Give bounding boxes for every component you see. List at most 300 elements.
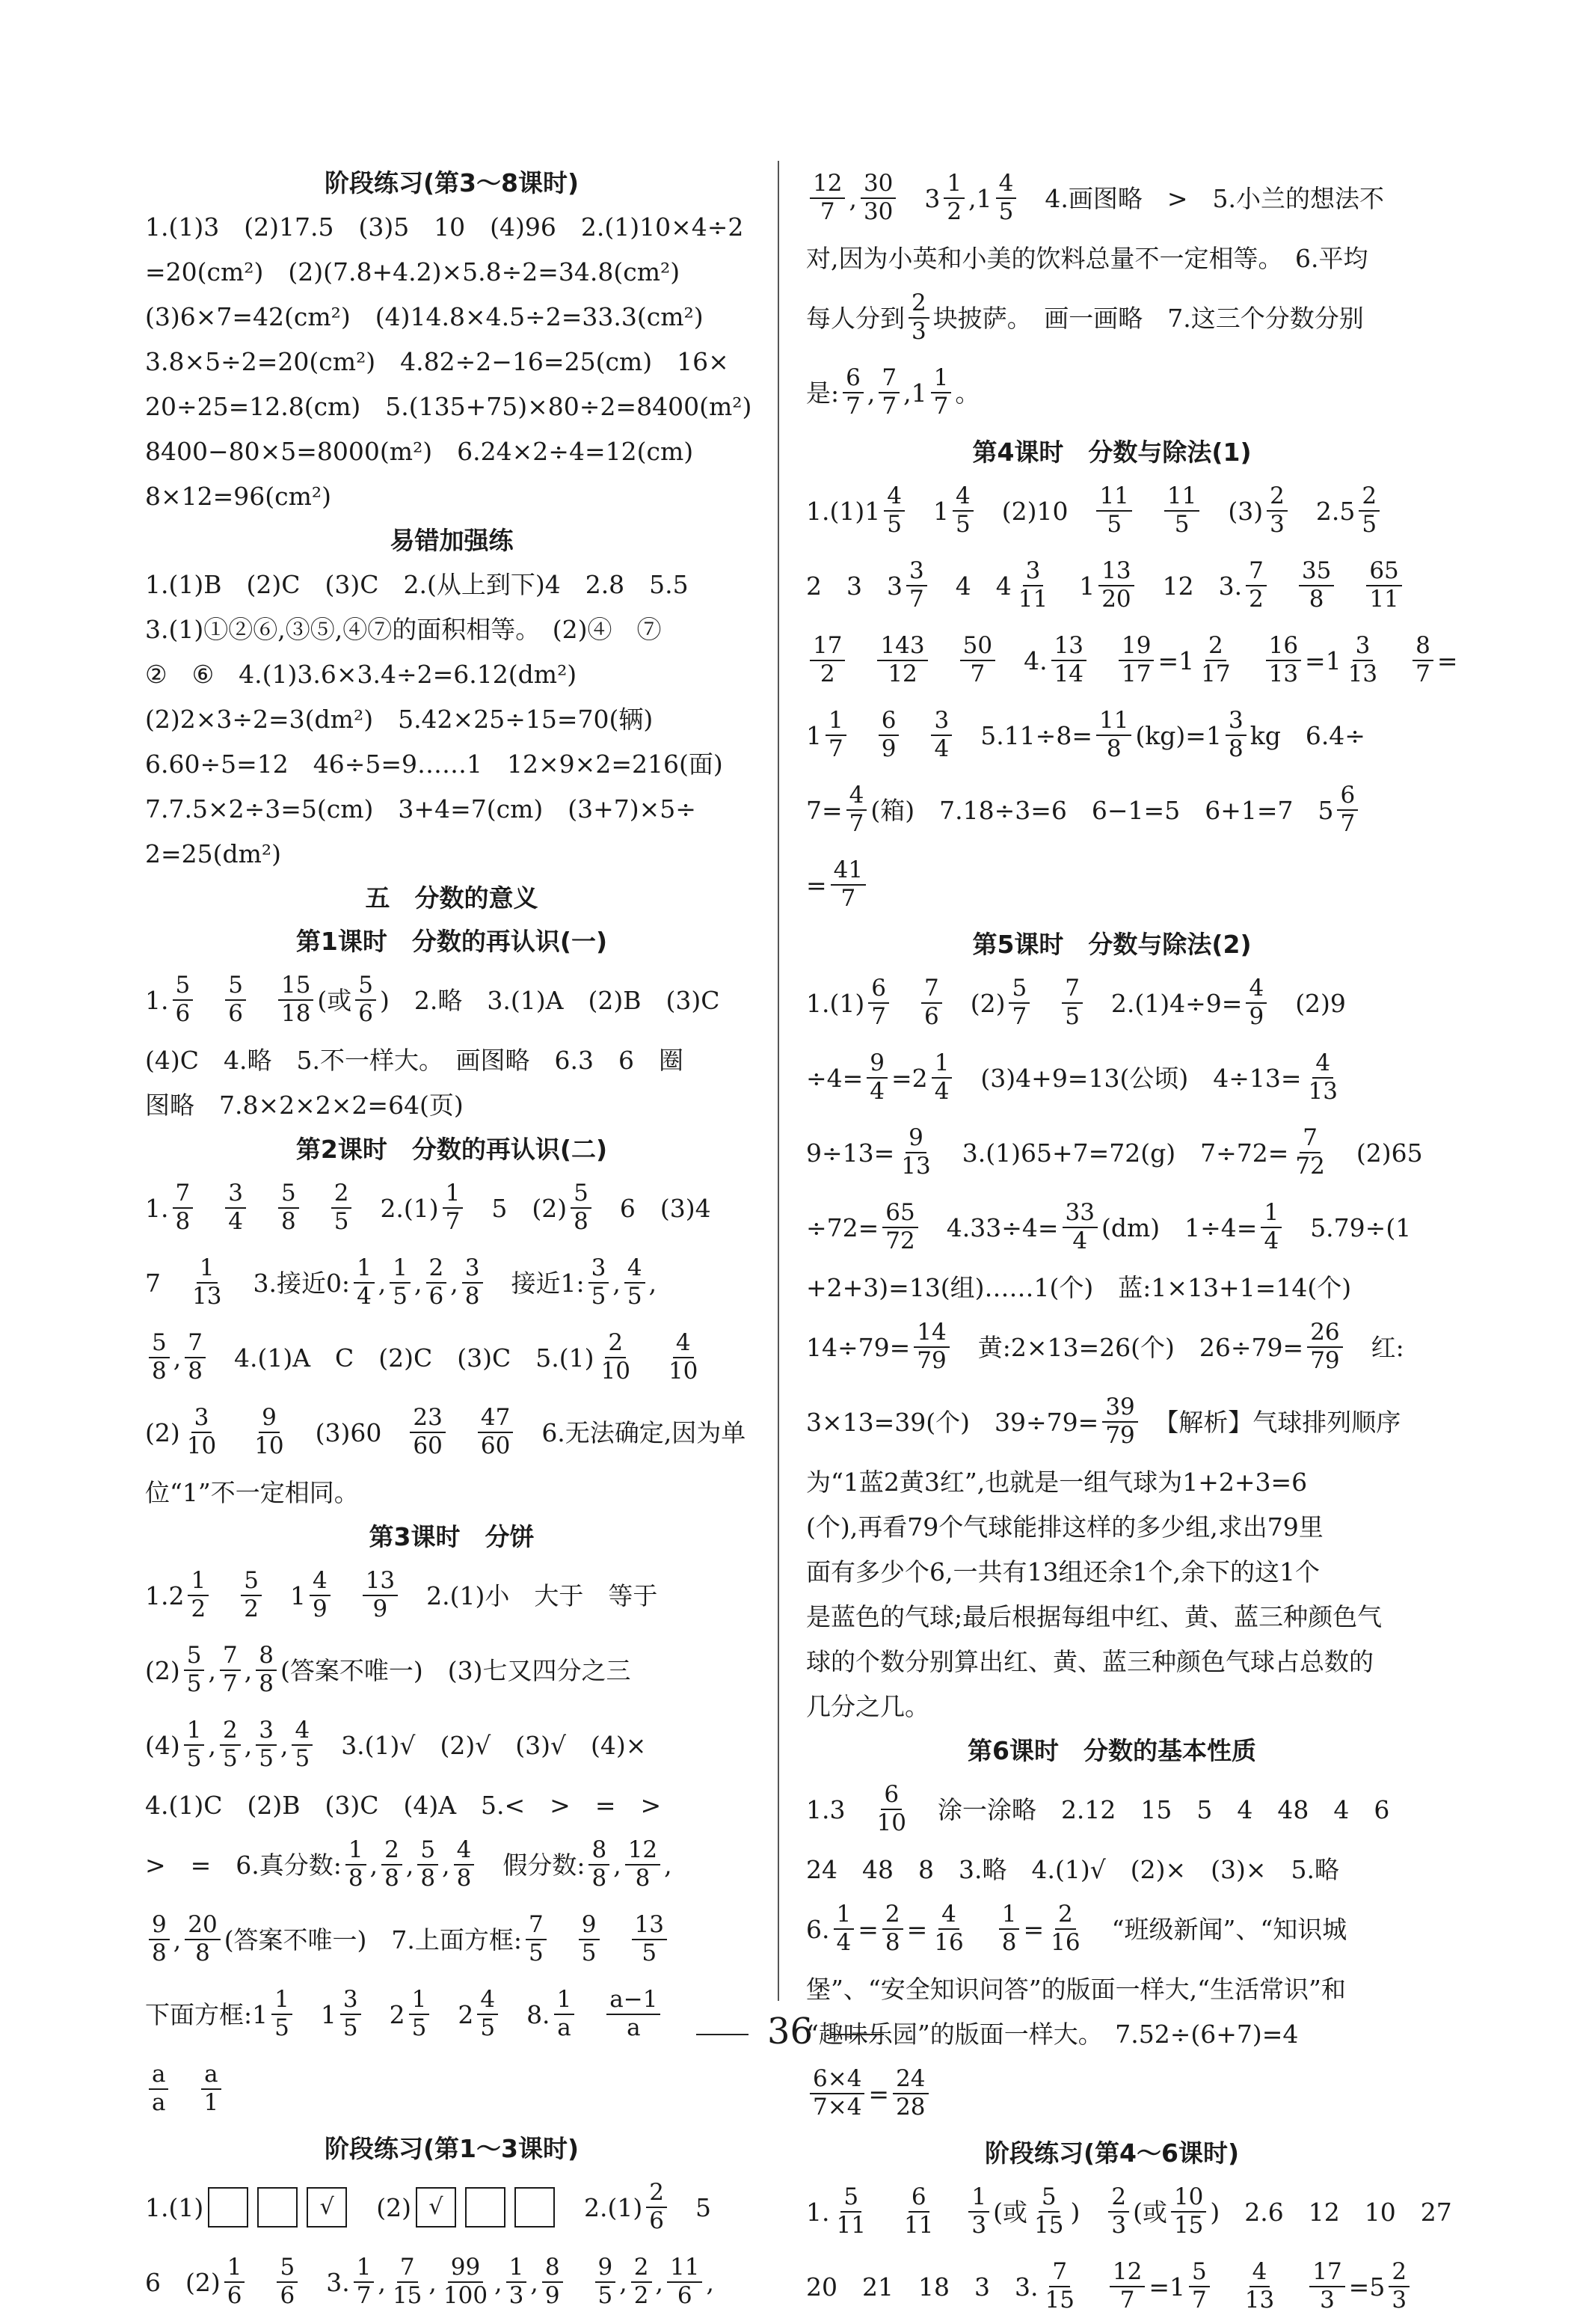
fraction-denominator: 8 <box>591 1865 607 1892</box>
fraction-numerator: 6 <box>909 2184 929 2213</box>
fraction-numerator: 41 <box>831 857 866 886</box>
fraction-denominator: 8 <box>195 1940 210 1966</box>
answer-text: , <box>619 2267 627 2297</box>
fraction <box>241 1568 262 1622</box>
fraction-denominator: 15 <box>1045 2287 1075 2314</box>
answer-line <box>145 339 758 384</box>
answer-text: (2)10 <box>977 496 1093 526</box>
answer-line <box>145 204 758 249</box>
answer-text: = <box>906 1914 928 1944</box>
fraction-numerator: 2 <box>1359 483 1380 512</box>
answer-text: +2+3)=13(组)……1(个) 蓝:1×13+1=14(个) <box>806 1272 1352 1302</box>
answer-text: , <box>208 1655 216 1685</box>
fraction-denominator: 14 <box>1054 660 1084 687</box>
answer-text: 2=25(dm²) <box>145 838 282 868</box>
answer-text <box>1214 2275 1238 2299</box>
fraction <box>1102 1394 1137 1449</box>
fraction <box>149 1912 170 1966</box>
fraction-numerator: 12 <box>1110 2259 1145 2287</box>
fraction-denominator: 5 <box>642 1940 657 1966</box>
answer-text: 2.(1)4÷9= <box>1086 988 1243 1018</box>
answer-line <box>145 1558 758 1633</box>
fraction-denominator: 5 <box>1174 511 1190 538</box>
answer-line <box>145 1633 758 1708</box>
fraction-denominator: 2 <box>1249 586 1264 613</box>
answer-text: , <box>280 1730 289 1760</box>
answer-text <box>250 988 274 1013</box>
answer-text <box>172 2077 197 2102</box>
fraction-numerator: 3 <box>906 558 927 586</box>
answer-text: 4.(1)C (2)B (3)C (4)A 5.< > = > <box>145 1790 662 1820</box>
fraction-denominator: 6 <box>227 2282 242 2309</box>
fraction <box>909 290 929 345</box>
fraction <box>1031 2184 1066 2239</box>
answer-text: > = 6.真分数: <box>145 1850 342 1880</box>
fraction-denominator: 11 <box>903 2212 934 2239</box>
answer-text: 假分数: <box>478 1850 585 1880</box>
fraction-numerator: 5 <box>1039 2184 1060 2213</box>
answer-text: (dm) 1÷4= <box>1101 1212 1258 1242</box>
fraction <box>1226 708 1247 762</box>
fraction-numerator: 2 <box>331 1180 352 1209</box>
fraction <box>224 2254 245 2309</box>
answer-text: = <box>806 870 827 900</box>
answer-text: 下面方框:1 <box>145 1999 268 2029</box>
answer-text: 每人分到 <box>806 303 905 333</box>
fraction <box>225 972 246 1027</box>
fraction-denominator: 7 <box>356 2282 372 2309</box>
fraction-denominator: 15 <box>1034 2212 1064 2239</box>
fraction-numerator: 5 <box>173 972 194 1001</box>
fraction-denominator: 4 <box>836 1929 852 1956</box>
answer-line <box>145 831 758 876</box>
fraction <box>185 1330 206 1385</box>
fraction-numerator: 4 <box>624 1255 645 1284</box>
fraction-denominator: 16 <box>934 1929 964 1956</box>
answer-text: 5 <box>670 2192 711 2222</box>
fraction-denominator: 28 <box>896 2094 926 2121</box>
fraction-denominator: 13 <box>192 1283 222 1310</box>
answer-text: (2)2×3÷2=3(dm²) 5.42×25÷15=70(辆) <box>145 704 654 734</box>
fraction-denominator: 13 <box>1268 660 1299 687</box>
fraction-numerator: 6 <box>881 1782 902 1810</box>
answer-text: 8×12=96(cm²) <box>145 481 332 511</box>
answer-text: 几分之几。 <box>806 1691 929 1721</box>
fraction-denominator: 8 <box>348 1865 363 1892</box>
fraction-numerator: 1 <box>1261 1200 1282 1228</box>
fraction-numerator: 2 <box>1108 2184 1129 2213</box>
fraction-denominator: 13 <box>1308 1078 1338 1105</box>
fraction <box>877 633 927 687</box>
fraction <box>251 1405 286 1459</box>
fraction-denominator: 5 <box>955 511 971 538</box>
fraction <box>1015 558 1051 613</box>
fraction-denominator: 4 <box>934 735 950 762</box>
answer-text: 4 4 <box>930 571 1012 601</box>
fraction-denominator: 7 <box>1119 2287 1135 2314</box>
answer-line <box>145 249 758 294</box>
answer-text: 位“1”不一定相同。 <box>145 1477 359 1507</box>
fraction-denominator: 3 <box>1320 2287 1335 2314</box>
answer-line <box>806 1040 1418 1115</box>
answer-line <box>145 294 758 339</box>
answer-text: 1.(1) <box>145 2192 204 2222</box>
section-heading: 第3课时 分饼 <box>369 1521 535 1551</box>
fraction-numerator: 3 <box>256 1717 277 1746</box>
answer-text: 6.无法确定,因为单 <box>517 1417 746 1447</box>
fraction-denominator: 7 <box>871 1003 886 1030</box>
section-heading: 易错加强练 <box>390 525 514 555</box>
answer-line <box>145 384 758 429</box>
fraction-numerator: 4 <box>884 483 905 512</box>
fraction <box>901 2184 936 2239</box>
answer-text: 。 <box>955 378 980 408</box>
fraction-numerator: 7 <box>173 1180 194 1209</box>
fraction-denominator: 72 <box>885 1227 915 1254</box>
fraction <box>879 365 900 420</box>
fraction-numerator: 1 <box>968 2184 989 2213</box>
answer-line <box>806 2249 1418 2324</box>
fraction <box>355 972 376 1027</box>
fraction-numerator: 4 <box>996 171 1017 199</box>
answer-text: (2) <box>351 2192 411 2222</box>
answer-text: “班级新闻”、“知识城 <box>1086 1914 1347 1944</box>
answer-line <box>145 1902 758 1977</box>
fraction-denominator: 8 <box>635 1865 651 1892</box>
answer-line <box>806 1847 1418 1892</box>
fraction-numerator: 5 <box>149 1330 170 1358</box>
answer-text: ) <box>1070 2197 1105 2227</box>
fraction-denominator: 5 <box>581 1940 597 1966</box>
answer-line <box>806 236 1418 280</box>
fraction-denominator: 8 <box>574 1208 588 1235</box>
answer-text: (2) <box>145 1417 180 1447</box>
answer-text: 3.(1)①②⑥,③⑤,④⑦的面积相等。 (2)④ ⑦ <box>145 614 662 644</box>
answer-text: 4.33÷4= <box>921 1212 1059 1242</box>
fraction-numerator: 12 <box>625 1837 660 1865</box>
fraction-denominator: 9 <box>372 1595 388 1622</box>
fraction <box>1096 483 1131 538</box>
fraction-denominator: 12 <box>888 660 917 687</box>
answer-text: 1 <box>295 1999 336 2029</box>
answer-line <box>145 429 758 473</box>
answer-text <box>903 723 927 748</box>
answer-text: =20(cm²) (2)(7.8+4.2)×5.8÷2=34.8(cm²) <box>145 257 680 286</box>
fraction-denominator: 15 <box>392 2282 422 2309</box>
fraction-denominator: 8 <box>456 1865 472 1892</box>
fraction-denominator: 8 <box>1228 735 1244 762</box>
fraction <box>624 1255 645 1310</box>
fraction-denominator: 8 <box>152 1940 167 1966</box>
answer-text: ÷72= <box>806 1212 879 1242</box>
answer-text: (或 <box>317 985 352 1015</box>
fraction <box>526 1912 547 1966</box>
fraction-denominator: 3 <box>1270 511 1285 538</box>
answer-text: 涂一涂略 2.12 15 5 4 48 4 6 <box>912 1794 1390 1824</box>
fraction <box>834 2184 869 2239</box>
fraction-numerator: 5 <box>571 1180 591 1209</box>
fraction-numerator: 9 <box>906 1125 926 1153</box>
answer-text: = <box>858 1914 879 1944</box>
answer-text: 3 <box>900 183 941 213</box>
fraction-denominator: 5 <box>259 1745 274 1772</box>
fraction-denominator: 8 <box>1309 586 1324 613</box>
fraction-denominator: 5 <box>1107 511 1122 538</box>
fraction-numerator: 1 <box>197 1255 218 1284</box>
answer-text <box>248 2270 273 2295</box>
fraction-numerator: 7 <box>879 365 900 393</box>
answer-box <box>514 2187 555 2228</box>
answer-text <box>850 723 875 748</box>
answer-text: 4.(1)A C (2)C (3)C 5.(1) <box>209 1343 594 1373</box>
fraction-denominator: 7 <box>445 1208 461 1235</box>
fraction-numerator: 26 <box>1307 1319 1342 1348</box>
fraction <box>381 1837 402 1892</box>
answer-line <box>806 2174 1452 2249</box>
fraction-numerator: 11 <box>1096 708 1131 736</box>
fraction-denominator: 7 <box>840 885 856 912</box>
answer-text: ,1 <box>968 183 992 213</box>
fraction-numerator: 1 <box>932 1050 953 1079</box>
fraction-numerator: 7 <box>1062 975 1083 1004</box>
fraction-numerator: 7 <box>1246 558 1267 586</box>
answer-text: (kg)=1 <box>1135 720 1222 750</box>
answer-line <box>145 562 758 607</box>
fraction <box>1389 2259 1410 2314</box>
fraction-denominator: 11 <box>1369 586 1399 613</box>
answer-text: (3)60 <box>290 1417 407 1447</box>
fraction-denominator: 79 <box>917 1347 947 1374</box>
fraction-denominator: 8 <box>384 1865 399 1892</box>
fraction-numerator: 1 <box>354 1255 375 1284</box>
answer-text: 2.5 <box>1291 496 1356 526</box>
answer-line <box>806 1504 1418 1549</box>
fraction-numerator: 3 <box>225 1180 246 1209</box>
fraction-numerator: 4 <box>938 1901 959 1930</box>
fraction-denominator: 10 <box>186 1432 217 1459</box>
fraction-numerator: 3 <box>340 1987 361 2015</box>
fraction-numerator: 4 <box>1246 975 1267 1004</box>
answer-text <box>1270 574 1295 598</box>
fraction-denominator: 7 <box>829 735 843 762</box>
fraction-numerator: 2 <box>220 1717 241 1746</box>
fraction-numerator: 7 <box>397 2254 418 2283</box>
answer-line <box>145 473 758 518</box>
answer-text: 1. <box>145 1193 169 1223</box>
fraction <box>1051 633 1086 687</box>
fraction <box>1108 2184 1129 2239</box>
fraction-numerator: 4 <box>454 1837 475 1865</box>
fraction-denominator: 10 <box>876 1809 906 1836</box>
fraction-numerator: 1 <box>390 1255 411 1284</box>
fraction <box>1261 1200 1282 1254</box>
answer-box <box>465 2187 505 2228</box>
fraction-denominator: 4 <box>357 1283 372 1310</box>
fraction-numerator: a−1 <box>606 1987 660 2015</box>
answer-text: ) 2.略 3.(1)A (2)B (3)C <box>380 985 720 1015</box>
fraction-denominator: 4 <box>1264 1227 1279 1254</box>
fraction <box>667 2254 702 2309</box>
answer-text: 7= <box>806 795 843 825</box>
fraction-denominator: 2 <box>947 198 962 225</box>
fraction-numerator: 7 <box>921 975 942 1004</box>
answer-text: 6 (2) <box>145 2267 221 2297</box>
answer-line <box>145 1082 758 1127</box>
fraction-denominator: 5 <box>186 1670 202 1697</box>
answer-text: , <box>664 1850 672 1880</box>
fraction <box>443 1180 464 1235</box>
answer-text: 2 <box>433 1999 474 2029</box>
answer-line <box>145 2170 758 2245</box>
answer-text: 4. <box>999 646 1048 675</box>
answer-text <box>893 991 917 1016</box>
section-heading: 五 分数的意义 <box>365 883 538 913</box>
answer-line <box>145 741 758 786</box>
fraction <box>184 1405 219 1459</box>
answer-text: 9÷13= <box>806 1138 895 1168</box>
answer-text: 4.画图略 > 5.小兰的想法不 <box>1020 183 1384 213</box>
fraction-numerator: 3 <box>191 1405 212 1433</box>
answer-text: , <box>378 1268 387 1298</box>
answer-text: 5.79÷(1 <box>1285 1212 1412 1242</box>
fraction-denominator: 5 <box>591 1283 606 1310</box>
fraction-denominator: 2 <box>633 2282 649 2309</box>
fraction <box>1413 633 1433 687</box>
answer-line <box>145 651 758 696</box>
fraction-denominator: 5 <box>222 1745 238 1772</box>
fraction-numerator: 9 <box>149 1912 170 1940</box>
answer-text: 6. <box>806 1914 830 1944</box>
fraction <box>1337 782 1358 837</box>
fraction-denominator: 9 <box>1249 1003 1264 1030</box>
section-heading: 第5课时 分数与除法(2) <box>972 929 1252 959</box>
page-number-text: 36 <box>766 2011 814 2052</box>
fraction <box>867 1050 888 1105</box>
fraction-denominator: 18 <box>280 1000 311 1027</box>
fraction-denominator: 10 <box>600 1358 630 1385</box>
fraction <box>960 633 995 687</box>
fraction <box>256 1717 277 1772</box>
fraction <box>1096 708 1131 762</box>
fraction <box>882 1901 903 1956</box>
fraction-denominator: 4 <box>1072 1227 1088 1254</box>
fraction-numerator: 4 <box>846 782 867 811</box>
fraction-numerator: 1 <box>184 1717 205 1746</box>
answer-text <box>250 1196 274 1221</box>
fraction-denominator: 7 <box>1415 660 1430 687</box>
answer-text: 3.8×5÷2=20(cm²) 4.82÷2−16=25(cm) 16× <box>145 346 729 376</box>
fraction-numerator: 3 <box>462 1255 483 1284</box>
fraction-numerator: a <box>201 2061 221 2090</box>
fraction <box>826 708 846 762</box>
fraction-denominator: 3 <box>1111 2212 1127 2239</box>
fraction <box>188 1568 209 1622</box>
answer-text: 【解析】气球排列顺序 <box>1141 1407 1401 1437</box>
fraction <box>579 1912 600 1966</box>
fraction <box>462 1255 483 1310</box>
answer-text: , <box>405 1850 414 1880</box>
answer-text: 24 48 8 3.略 4.(1)√ (2)× (3)× 5.略 <box>806 1854 1339 1884</box>
fraction-denominator: 60 <box>480 1432 511 1459</box>
fraction <box>861 171 896 225</box>
answer-text: 1.(1)1 <box>806 496 881 526</box>
fraction <box>149 2061 168 2116</box>
fraction <box>646 2180 667 2234</box>
fraction <box>595 2254 616 2309</box>
fraction <box>173 972 194 1027</box>
fraction-denominator: 5 <box>186 1745 202 1772</box>
answer-text: (2)65 <box>1331 1138 1423 1168</box>
page-number-dash-right <box>832 2034 884 2035</box>
answer-line <box>145 1782 758 1827</box>
answer-text: 图略 7.8×2×2×2=64(页) <box>145 1090 464 1120</box>
fraction-numerator: 39 <box>1102 1394 1137 1423</box>
fraction <box>1048 1901 1083 1956</box>
answer-text: 黄:2×13=26(个) 26÷79= <box>953 1332 1304 1362</box>
fraction <box>184 1717 205 1772</box>
fraction <box>292 1717 313 1772</box>
fraction <box>1198 633 1233 687</box>
fraction-numerator: 20 <box>185 1912 220 1940</box>
fraction-denominator: 7 <box>1012 1003 1027 1030</box>
fraction-denominator: 5 <box>274 2014 289 2041</box>
fraction <box>1366 558 1401 613</box>
fraction-denominator: 5 <box>1362 511 1377 538</box>
fraction-denominator: 13 <box>1244 2287 1275 2314</box>
fraction-denominator: 7 <box>909 586 924 613</box>
fraction <box>331 1180 352 1235</box>
fraction <box>200 2061 221 2116</box>
fraction <box>999 1901 1020 1956</box>
answer-text: , <box>378 2267 386 2297</box>
fraction-denominator: 79 <box>1105 1422 1135 1449</box>
answer-text: 1 <box>806 720 822 750</box>
answer-line <box>145 1320 758 1395</box>
fraction-numerator: 30 <box>861 171 896 199</box>
fraction <box>410 1405 445 1459</box>
fraction-denominator: 8 <box>885 1929 900 1956</box>
fraction-numerator: 8 <box>1413 633 1433 661</box>
fraction <box>625 1837 660 1892</box>
fraction <box>834 1901 855 1956</box>
answer-text: 2.(1) <box>559 2192 643 2222</box>
fraction <box>220 1643 241 1697</box>
answer-text: 1. <box>145 985 169 1015</box>
answer-text <box>303 1196 328 1221</box>
section-heading: 第4课时 分数与除法(1) <box>972 437 1252 467</box>
fraction-numerator: 11 <box>667 2254 702 2283</box>
fraction-denominator: 8 <box>280 1208 296 1235</box>
fraction-denominator: 5 <box>998 198 1014 225</box>
fraction <box>968 2184 989 2239</box>
fraction-denominator: 11 <box>1018 586 1048 613</box>
fraction <box>149 1330 170 1385</box>
fraction-numerator: 3 <box>931 708 952 736</box>
fraction-denominator: 5 <box>597 2282 613 2309</box>
answer-text <box>932 649 956 673</box>
answer-box <box>208 2187 248 2228</box>
fraction-denominator: 16 <box>1051 1929 1081 1956</box>
answer-text: (或 <box>1133 2197 1167 2227</box>
answer-text: 7 <box>145 1268 185 1298</box>
fraction-numerator: 4 <box>292 1717 313 1746</box>
fraction <box>278 1180 299 1235</box>
fraction-denominator: 5 <box>295 1745 310 1772</box>
fraction-denominator: 60 <box>413 1432 443 1459</box>
fraction-numerator: 2 <box>426 1255 447 1284</box>
fraction-numerator: 2 <box>1389 2259 1410 2287</box>
answer-text: =1 <box>1149 2272 1186 2302</box>
